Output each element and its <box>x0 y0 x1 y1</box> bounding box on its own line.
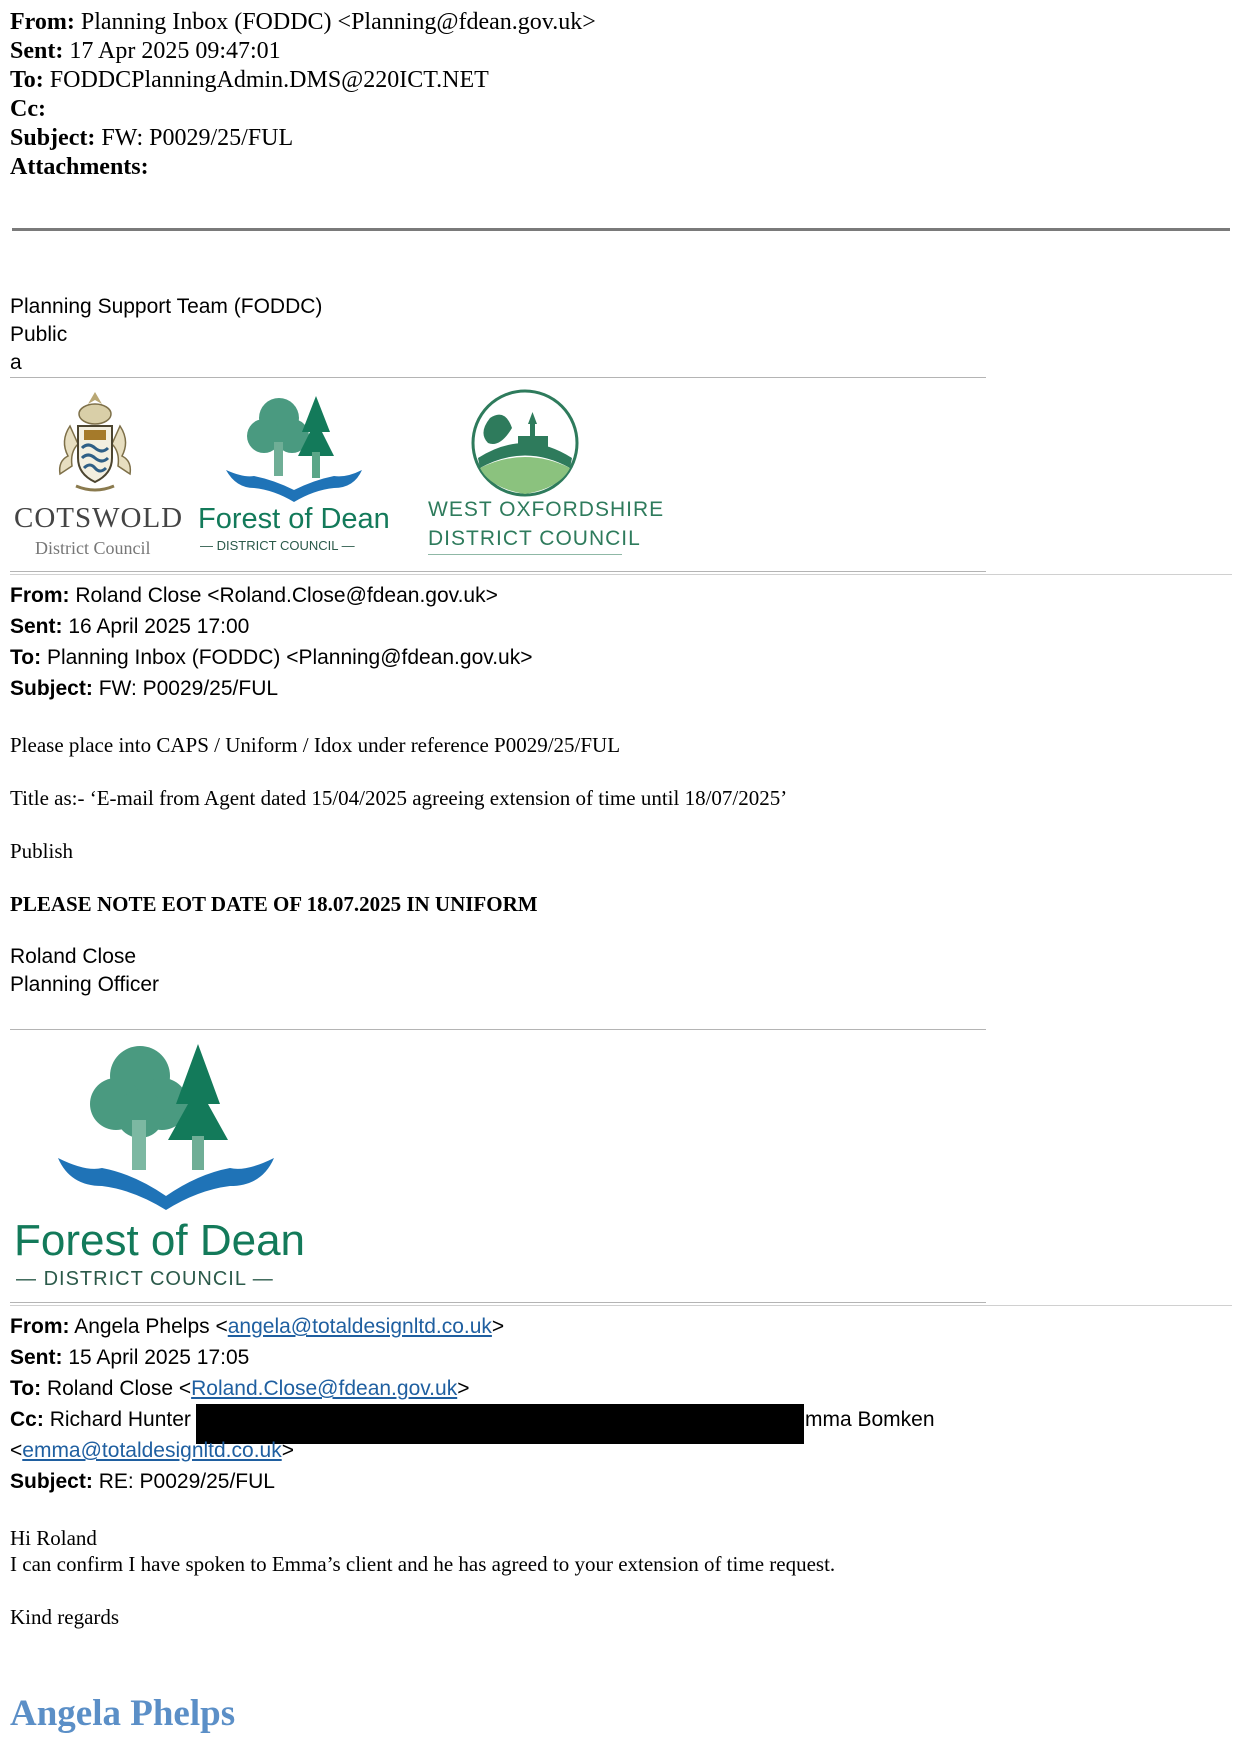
header-subject <box>10 124 293 153</box>
msg2-cc-after: mma Bomken <box>805 1408 935 1431</box>
msg1-to-value: Planning Inbox (FODDC) <Planning@fdean.gov.uk> <box>46 646 533 669</box>
msg2-cc-line2-end: > <box>281 1439 294 1462</box>
header-from-value: Planning Inbox (FODDC) <Planning@fdean.gov.uk> <box>80 9 596 35</box>
msg2-cc-email-link[interactable]: emma@totaldesignltd.co.uk <box>22 1439 282 1462</box>
header-cc <box>10 95 46 124</box>
msg1-from-value: Roland Close <Roland.Close@fdean.gov.uk> <box>75 584 498 607</box>
msg1-line-title: Title as:- ‘E-mail from Agent dated 15/04/2025 agreeing extension of time until 18/07/2025’ <box>10 786 788 810</box>
msg1-subject-label: Subject: <box>10 677 93 700</box>
forest-of-dean-sub-small-text: DISTRICT COUNCIL <box>216 538 338 553</box>
msg1-line-instructions: Please place into CAPS / Uniform / Idox under reference P0029/25/FUL <box>10 733 621 757</box>
west-oxfordshire-name: WEST OXFORDSHIRE <box>428 498 665 521</box>
msg2-from <box>10 1313 504 1341</box>
msg1-sent <box>10 613 249 641</box>
msg1-line-publish: Publish <box>10 839 74 863</box>
msg2-from-email-link[interactable]: angela@totaldesignltd.co.uk <box>227 1315 492 1338</box>
header-sent-label: Sent: <box>10 38 64 64</box>
header-to <box>10 66 489 95</box>
msg1-signature-name: Roland Close <box>10 945 137 968</box>
signature-divider <box>10 1029 986 1030</box>
header-attachments-label: Attachments: <box>10 154 149 180</box>
msg2-to-name: Roland Close < <box>46 1377 192 1400</box>
msg1-signature-title: Planning Officer <box>10 973 160 996</box>
west-oxfordshire-sub: DISTRICT COUNCIL <box>428 527 641 550</box>
header-sent-value: 17 Apr 2025 09:47:01 <box>69 38 281 64</box>
msg2-cc <box>10 1406 191 1434</box>
forest-of-dean-name-small: Forest of Dean <box>198 503 390 535</box>
forest-of-dean-sub-large-text: DISTRICT COUNCIL <box>43 1268 247 1290</box>
msg2-cc-label: Cc: <box>10 1408 44 1431</box>
msg2-to-label: To: <box>10 1377 42 1400</box>
msg2-sent-value: 15 April 2025 17:05 <box>68 1346 250 1369</box>
msg1-to <box>10 644 532 672</box>
msg2-from-end: > <box>491 1315 505 1338</box>
header-attachments <box>10 153 149 182</box>
msg1-to-label: To: <box>10 646 42 669</box>
msg2-subject-label: Subject: <box>10 1470 93 1493</box>
header-subject-value: FW: P0029/25/FUL <box>101 125 294 151</box>
classification: Public <box>10 323 68 346</box>
header-cc-label: Cc: <box>10 96 46 122</box>
cotswold-sub: District Council <box>35 538 151 558</box>
team-name: Planning Support Team (FODDC) <box>10 295 323 318</box>
logo-bottom-divider <box>10 571 986 572</box>
msg2-to-email-link[interactable]: Roland.Close@fdean.gov.uk <box>191 1377 458 1400</box>
message2-divider <box>10 1305 1232 1306</box>
cotswold-name: COTSWOLD <box>14 502 184 534</box>
msg2-subject-value: RE: P0029/25/FUL <box>98 1470 275 1493</box>
message1-divider <box>10 574 1232 575</box>
msg1-line-note: PLEASE NOTE EOT DATE OF 18.07.2025 IN UNIFORM <box>10 892 538 916</box>
msg2-from-name: Angela Phelps < <box>74 1315 228 1338</box>
msg2-from-label: From: <box>10 1315 70 1338</box>
msg2-to-end: > <box>457 1377 470 1400</box>
sender-extra: a <box>10 351 22 374</box>
header-to-value: FODDCPlanningAdmin.DMS@220ICT.NET <box>49 67 489 93</box>
header-from <box>10 8 596 37</box>
forest-of-dean-sub-small: — DISTRICT COUNCIL — <box>200 538 355 553</box>
west-oxfordshire-underline <box>428 554 622 555</box>
forest-of-dean-name-large: Forest of Dean <box>14 1216 306 1265</box>
forest-of-dean-large-tree-logo <box>56 1040 276 1210</box>
msg1-from <box>10 582 498 610</box>
msg2-sent <box>10 1344 249 1372</box>
msg1-from-label: From: <box>10 584 70 607</box>
msg2-greeting: Hi Roland <box>10 1526 97 1550</box>
forest-of-dean-sub-large: — DISTRICT COUNCIL — <box>16 1268 274 1290</box>
msg1-subject <box>10 675 278 703</box>
cotswold-crest-logo <box>40 386 150 496</box>
header-to-label: To: <box>10 67 44 93</box>
msg2-cc-name: Richard Hunter <box>49 1408 191 1431</box>
logo-top-divider <box>10 377 986 378</box>
header-subject-label: Subject: <box>10 125 96 151</box>
header-divider <box>12 228 1230 231</box>
msg1-subject-value: FW: P0029/25/FUL <box>98 677 279 700</box>
msg2-subject <box>10 1468 275 1496</box>
west-oxfordshire-logo <box>470 388 580 498</box>
msg2-signature: Angela Phelps <box>10 1693 236 1734</box>
msg2-body: I can confirm I have spoken to Emma’s client and he has agreed to your extension of time request. <box>10 1552 836 1576</box>
logo-large-divider <box>10 1302 986 1303</box>
msg2-closing: Kind regards <box>10 1605 120 1629</box>
msg2-cc-line2 <box>10 1437 294 1465</box>
header-sent <box>10 37 281 66</box>
msg2-to <box>10 1375 469 1403</box>
forest-of-dean-tree-logo <box>224 392 364 502</box>
msg2-cc-line2-start: < <box>10 1439 23 1462</box>
msg1-sent-label: Sent: <box>10 615 63 638</box>
header-from-label: From: <box>10 9 75 35</box>
msg2-sent-label: Sent: <box>10 1346 63 1369</box>
msg1-sent-value: 16 April 2025 17:00 <box>68 615 250 638</box>
